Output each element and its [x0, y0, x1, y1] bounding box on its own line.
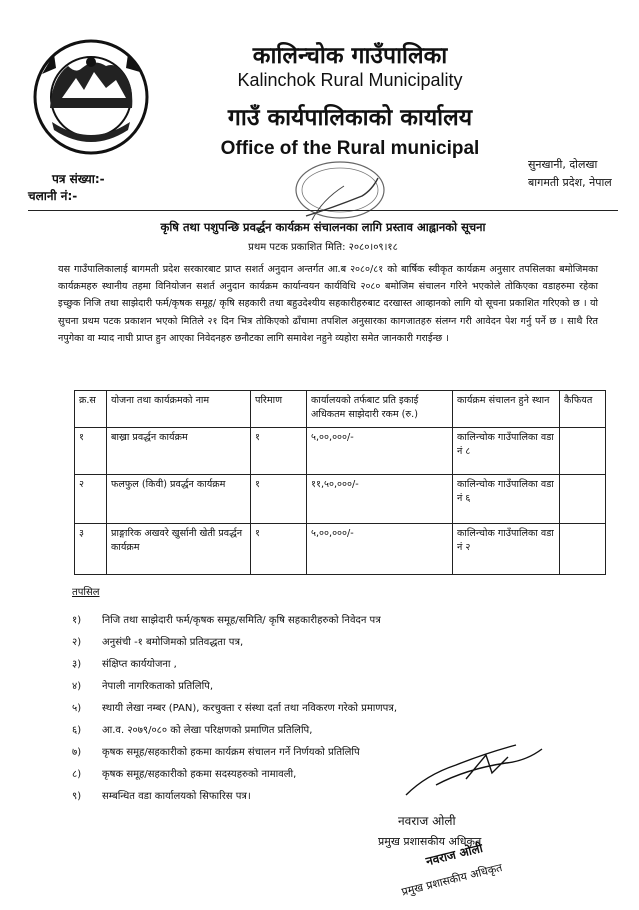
list-item-number: ६): [72, 725, 82, 736]
cell-amount: ५,००,०००/-: [307, 524, 453, 575]
details-heading: तपसिल: [72, 587, 100, 598]
cell-quantity: १: [251, 475, 307, 524]
list-item-text: स्थायी लेखा नम्बर (PAN), करचुक्ता र संस्था दर्ता तथा नविकरण गरेको प्रमाणपत्र,: [102, 703, 397, 714]
list-item-number: ३): [72, 659, 82, 670]
signer-name: नवराज ओली: [398, 814, 456, 828]
list-item-text: सम्बन्धित वडा कार्यालयको सिफारिस पत्र।: [102, 791, 251, 802]
published-date: प्रथम पटक प्रकाशित मिति: २०८०।०९।१८: [248, 242, 398, 253]
cell-sn: २: [75, 475, 107, 524]
list-item: [72, 788, 251, 802]
office-stamp: [292, 160, 388, 226]
header-amount: कार्यालयको तर्फबाट प्रति इकाई अधिकतम साझेदारी रकम (रु.): [307, 391, 453, 428]
office-name-nepali: गाउँ कार्यपालिकाको कार्यालय: [227, 105, 473, 131]
cell-remarks: [560, 475, 606, 524]
address-line-2: बागमती प्रदेश, नेपाल: [528, 176, 612, 189]
cell-sn: ३: [75, 524, 107, 575]
header-quantity: परिमाण: [251, 391, 307, 428]
list-item: [72, 656, 177, 670]
cell-sn: १: [75, 428, 107, 475]
header-remarks: कैफियत: [560, 391, 606, 428]
list-item: [72, 700, 397, 714]
signature-scribble: [396, 735, 546, 805]
list-item-number: ९): [72, 791, 82, 802]
list-item: [72, 744, 360, 758]
cell-amount: ५,००,०००/-: [307, 428, 453, 475]
cell-location: कालिन्चोक गाउँपालिका वडा नं ८: [453, 428, 560, 475]
program-table: [74, 390, 606, 575]
list-item: [72, 722, 312, 736]
cell-remarks: [560, 524, 606, 575]
list-item: [72, 678, 213, 692]
list-item: [72, 634, 243, 648]
list-item-text: कृषक समूह/सहकारीको हकमा कार्यक्रम संचालन गर्ने निर्णयको प्रतिलिपि: [102, 747, 360, 758]
list-item-number: ८): [72, 769, 82, 780]
list-item: [72, 766, 296, 780]
table-header-row: [75, 391, 606, 428]
org-name-english: Kalinchok Rural Municipality: [237, 70, 463, 90]
cell-remarks: [560, 428, 606, 475]
municipality-logo: [32, 38, 150, 156]
table-row: [75, 524, 606, 575]
header-location: कार्यक्रम संचालन हुने स्थान: [453, 391, 560, 428]
header-sn: क्र.स: [75, 391, 107, 428]
table-row: [75, 475, 606, 524]
header-divider: [28, 210, 618, 211]
list-item: [72, 612, 381, 626]
list-item-text: कृषक समूह/सहकारीको हकमा सदस्यहरुको नामावली,: [102, 769, 297, 780]
list-item-text: संक्षिप्त कार्ययोजना ,: [102, 659, 177, 670]
reference-number-label: पत्र संख्या:-: [52, 172, 105, 186]
list-item-text: अनुसंची -१ बमोजिमको प्रतिवद्धता पत्र,: [102, 637, 244, 648]
seal-title: प्रमुख प्रशासकीय अधिकृत: [400, 860, 504, 899]
list-item-text: नेपाली नागरिकताको प्रतिलिपि,: [102, 681, 214, 692]
list-item-number: १): [72, 615, 82, 626]
cell-program-name: प्राङ्गारिक अखवरे खुर्सानी खेती प्रवर्द्धन कार्यक्रम: [107, 524, 251, 575]
cell-quantity: १: [251, 428, 307, 475]
list-item-number: ५): [72, 703, 82, 714]
org-name-nepali: कालिन्चोक गाउँपालिका: [252, 43, 448, 69]
address-line-1: सुनखानी, दोलखा: [528, 158, 598, 171]
notice-body: यस गाउँपालिकालाई बागमती प्रदेश सरकारबाट प्राप्त सशर्त अनुदान अन्तर्गत आ.ब २०८०/८१ को बार्षिक स्वीकृत कार्यक्रम अनुसार तपसिलका बमोजिमका कार्यक्रमहरु स्थानीय तहमा विनियोजन सशर्त अनुदान कार्यक्रम कार्यान्वयन कार्यविधि २०८० बमोजिम संचालन गरिने भएकोले तोकिएका वडाहरुमा रहेका इच्छुक निजि तथा साझेदारी फर्म/कृषक समूह/ कृषि सहकारी तथा बहुउदेश्यीय सहकारीहरुबाट दरखास्त आव्हानको लागि यो सूचना प्रकाशित गरिएको छ । यो सुचना प्रथम पटक प्रकाशन भएको मितिले २१ दिन भित्र तोकिएको ढाँचामा तपशिल अनुसारका कागजातहरु संलग्न गरी आवेदन पेश गर्नु पर्ने छ । साथै रित नपुगेका वा म्याद नाघी प्राप्त हुन आएका निवेदनहरु छनौटका लागि समावेश नहुने व्यहोरा समेत जानकारी गराईन्छ ।: [58, 264, 598, 344]
seal-name: नवराज ओली: [424, 840, 485, 869]
list-item-number: ४): [72, 681, 82, 692]
list-item-text: निजि तथा साझेदारी फर्म/कृषक समूह/समिति/ कृषि सहकारीहरुको निवेदन पत्र: [102, 615, 381, 626]
cell-location: कालिन्चोक गाउँपालिका वडा नं ६: [453, 475, 560, 524]
signer-title: प्रमुख प्रशासकीय अधिकृत: [378, 835, 482, 848]
cell-amount: ११,५०,०००/-: [307, 475, 453, 524]
notice-title: कृषि तथा पशुपन्छि प्रवर्द्धन कार्यक्रम संचालनका लागि प्रस्ताव आह्वानको सूचना: [160, 220, 486, 234]
cell-program-name: फलफुल (किवी) प्रवर्द्धन कार्यक्रम: [107, 475, 251, 524]
list-item-number: २): [72, 637, 82, 648]
office-name-english: Office of the Rural municipal: [220, 138, 480, 159]
cell-quantity: १: [251, 524, 307, 575]
table-row: [75, 428, 606, 475]
list-item-text: आ.व. २०७९/०८० को लेखा परिक्षणको प्रमाणित प्रतिलिपि,: [102, 725, 313, 736]
cell-location: कालिन्चोक गाउँपालिका वडा नं २: [453, 524, 560, 575]
dispatch-number-label: चलानी नं:-: [28, 189, 78, 203]
cell-program-name: बाख्रा प्रवर्द्धन कार्यक्रम: [107, 428, 251, 475]
list-item-number: ७): [72, 747, 82, 758]
header-program-name: योजना तथा कार्यक्रमको नाम: [107, 391, 251, 428]
